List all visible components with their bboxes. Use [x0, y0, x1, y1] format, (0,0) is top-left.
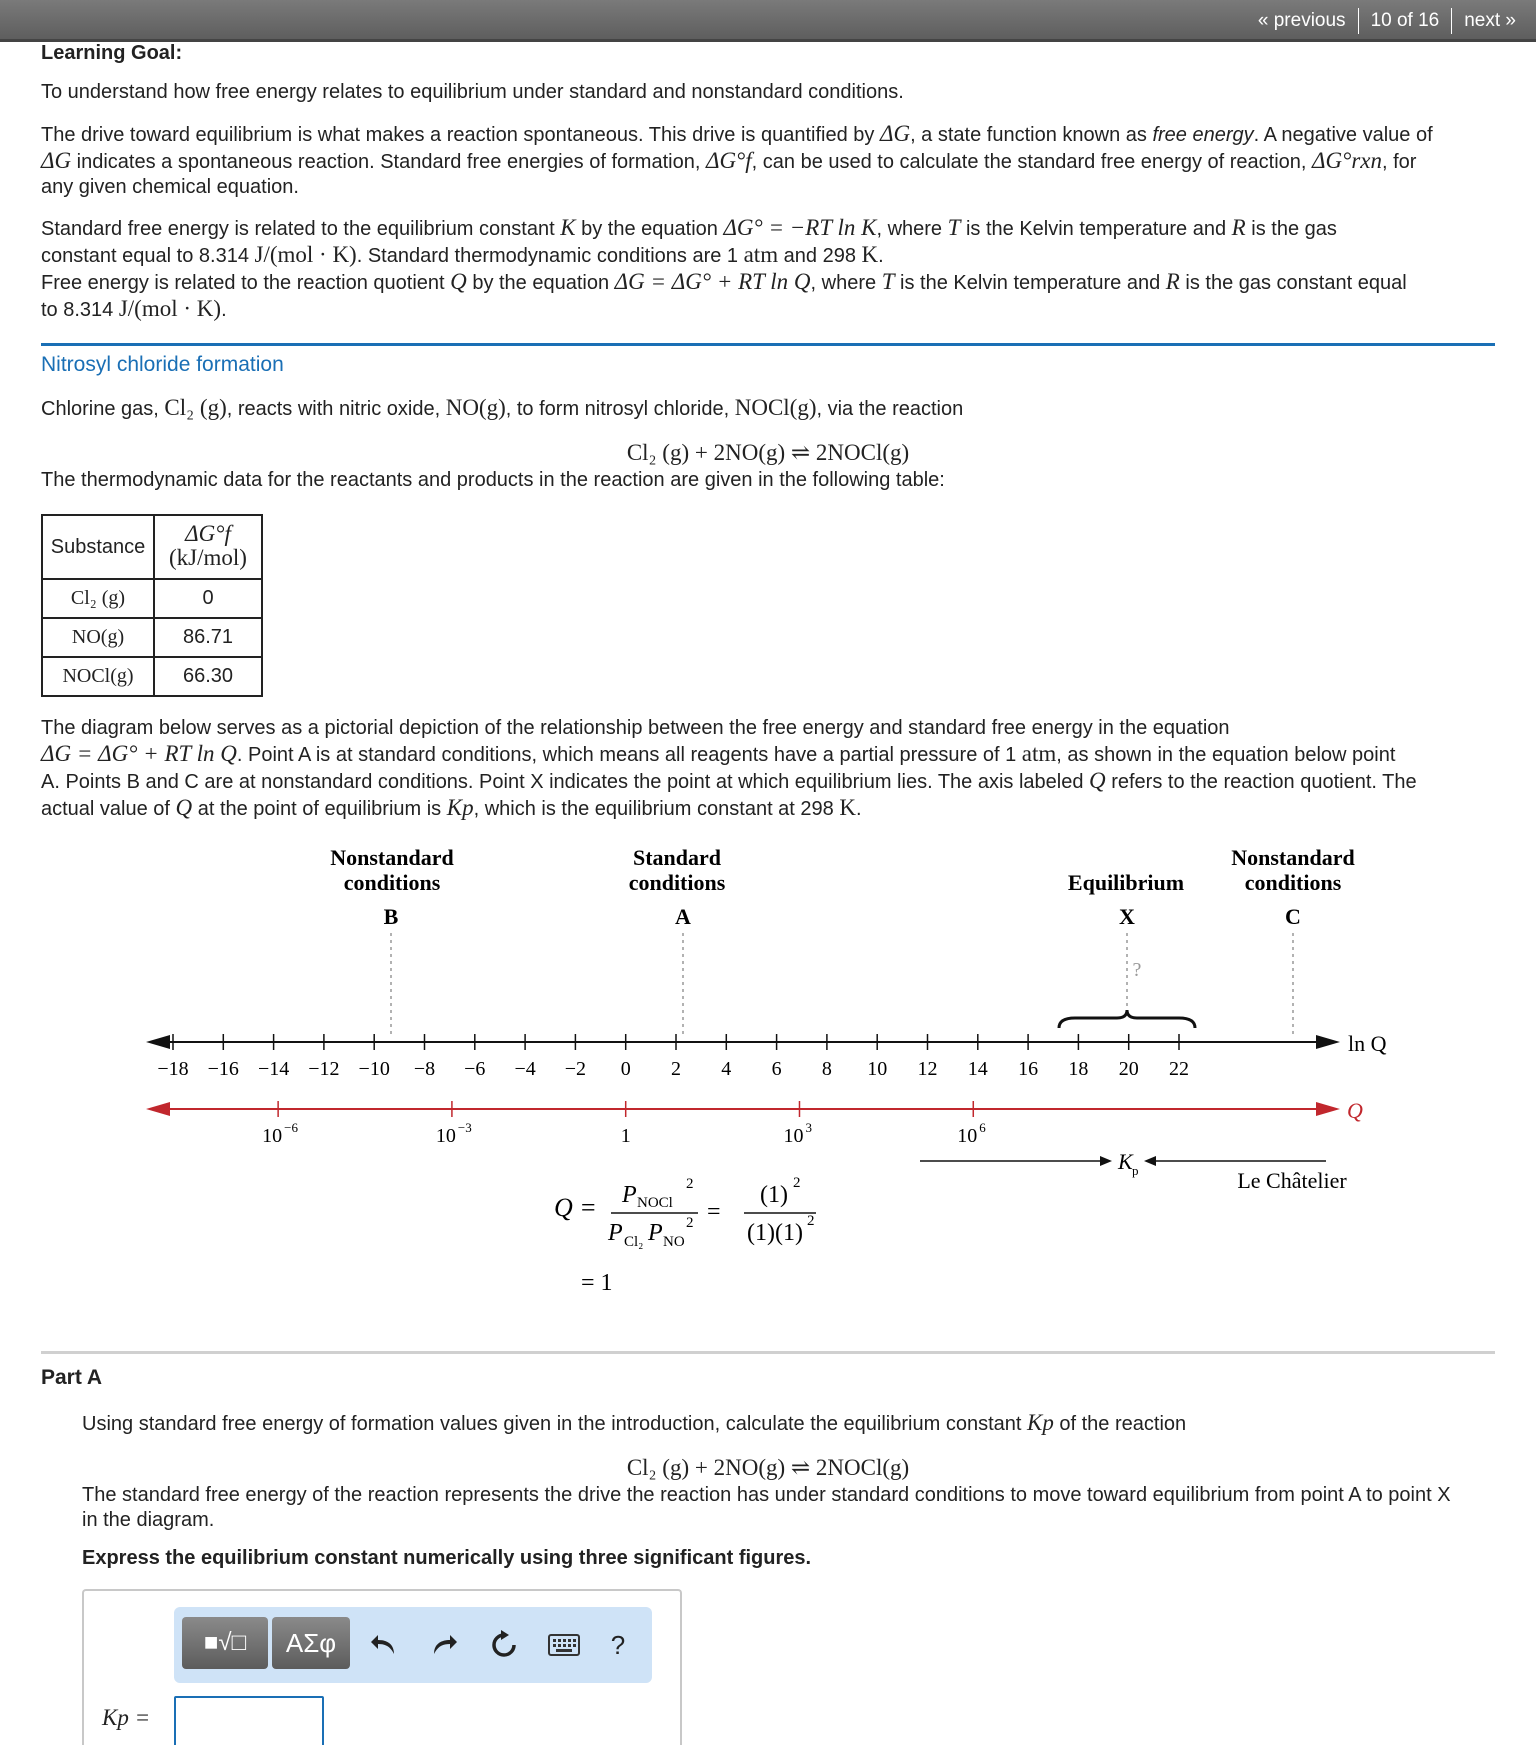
part-divider: [41, 1351, 1495, 1354]
text: Chlorine gas,: [41, 398, 165, 420]
text: The diagram below serves as a pictorial depiction of the relationship between the free energy and standard free energy in the equation: [41, 717, 1230, 739]
math-kelvin: K: [839, 795, 856, 820]
section-divider: [41, 343, 1495, 346]
text: indicates a spontaneous reaction. Standard free energies of formation,: [71, 151, 706, 173]
lnq-tick-label: 10: [867, 1058, 888, 1080]
table-header-row: [42, 515, 262, 579]
label-b-bottom: conditions: [343, 870, 441, 895]
kp-answer-input[interactable]: [174, 1696, 324, 1745]
math-unit: J/(mol · K): [254, 242, 357, 267]
goal-summary: To understand how free energy relates to equilibrium under standard and nonstandard conditions.: [41, 81, 904, 103]
denominator-ones: (1)(1): [747, 1220, 803, 1246]
header-substance: Substance: [42, 515, 154, 579]
math-atm: atm: [1021, 741, 1057, 766]
math-equation: ΔG = ΔG° + RT ln Q: [41, 741, 237, 766]
free-energy-term: free energy: [1152, 124, 1254, 146]
part-a-question: [82, 1410, 1502, 1437]
reset-icon[interactable]: [486, 1625, 522, 1665]
label-x-top: Equilibrium: [1067, 870, 1185, 895]
greek-symbols-button[interactable]: ΑΣφ: [272, 1617, 350, 1669]
math-delta-g: ΔG: [41, 148, 72, 173]
goal-paragraph-2: [41, 215, 1501, 323]
label-c-bottom: conditions: [1244, 870, 1342, 895]
p-cl2-sub: Cl₂: [624, 1234, 644, 1250]
p-nocl: P: [622, 1182, 637, 1208]
cell-value: 86.71: [154, 618, 262, 657]
cell-value: 66.30: [154, 657, 262, 696]
keyboard-icon[interactable]: [546, 1625, 582, 1665]
math-kp: Kp: [1026, 1410, 1054, 1435]
q-tick-label: 10: [957, 1125, 978, 1147]
text: at the point of equilibrium is: [192, 798, 447, 820]
text: The standard free energy of the reaction represents the drive the reaction has under standard conditions to move toward equilibrium from point A to point X: [82, 1484, 1451, 1506]
free-energy-diagram: [140, 840, 1400, 1310]
lnq-tick-label: −16: [207, 1058, 239, 1080]
kp-input-label: [102, 1702, 150, 1732]
p-nocl-sub: NOCl: [637, 1195, 673, 1211]
previous-link[interactable]: « previous: [1257, 10, 1346, 31]
text: , for: [1381, 151, 1417, 173]
math-r: R: [1231, 215, 1246, 240]
p-no-exp: 2: [686, 1215, 694, 1231]
text: .: [221, 299, 227, 321]
math-no: NO(g): [445, 395, 506, 420]
numerator-one: (1): [760, 1182, 788, 1208]
p-nocl-exp: 2: [686, 1176, 694, 1192]
numerator-exp: 2: [793, 1175, 801, 1191]
section-title: Nitrosyl chloride formation: [41, 353, 284, 376]
text: . A negative value of: [1253, 124, 1433, 146]
text: , which is the equilibrium constant at 298: [473, 798, 840, 820]
q-tick-exponent: −6: [284, 1120, 298, 1135]
math-q: Q: [450, 269, 467, 294]
top-bar: [0, 0, 1536, 42]
math-q: Q: [175, 795, 193, 820]
text: is the gas: [1245, 218, 1337, 240]
section-intro: [41, 395, 1501, 422]
label-x-question: ?: [1132, 959, 1142, 981]
lnq-tick-label: −10: [358, 1058, 390, 1080]
q-arrow-right: [1316, 1102, 1340, 1116]
math-delta-gf: ΔG°f: [705, 148, 752, 173]
lnq-arrow-left: [146, 1035, 170, 1049]
text: , as shown in the equation below point: [1056, 744, 1396, 766]
table-row: [42, 579, 262, 618]
text: Free energy is related to the reaction quotient: [41, 272, 451, 294]
part-a-reaction: Cl₂ (g) + 2NO(g) ⇌ 2NOCl(g): [626, 1455, 910, 1480]
lnq-tick-label: 18: [1068, 1058, 1089, 1080]
lnq-tick-label: −4: [514, 1058, 536, 1080]
math-unit: J/(mol · K): [118, 296, 222, 321]
text: .: [855, 798, 862, 820]
q-tick-exponent: 6: [979, 1120, 986, 1135]
text: . Point A is at standard conditions, which means all reagents have a partial pressure of 1: [236, 744, 1022, 766]
next-link[interactable]: next »: [1464, 10, 1516, 31]
lnq-tick-label: 22: [1169, 1058, 1189, 1080]
cell-value: 0: [154, 579, 262, 618]
text: . Standard thermodynamic conditions are 1: [356, 245, 744, 267]
lnq-arrow-right: [1316, 1035, 1340, 1049]
text: A. Points B and C are at nonstandard conditions. Point X indicates the point at which equilibrium lies. The axis labeled: [41, 771, 1090, 793]
redo-icon[interactable]: [426, 1625, 462, 1665]
lnq-tick-label: −6: [464, 1058, 486, 1080]
math-k: K: [560, 215, 576, 240]
label-a-bottom: conditions: [628, 870, 726, 895]
q-tick-label: 1: [620, 1125, 631, 1147]
diagram-paragraph: [41, 716, 1501, 822]
pagination: [1258, 8, 1516, 34]
text: constant equal to 8.314: [41, 245, 255, 267]
table-row: [42, 657, 262, 696]
math-kp: Kp: [446, 795, 474, 820]
text: , to form nitrosyl chloride,: [505, 398, 735, 420]
math-nocl: NOCl(g): [734, 395, 817, 420]
label-x: X: [1119, 904, 1135, 929]
header-unit: (kJ/mol): [169, 545, 247, 570]
p-no-sub: NO: [663, 1234, 685, 1250]
lnq-tick-label: −18: [157, 1058, 189, 1080]
text: , where: [810, 272, 882, 294]
text: , where: [876, 218, 948, 240]
q-equals: Q =: [554, 1193, 597, 1222]
lechatelier-label: Le Châtelier: [1237, 1168, 1347, 1193]
p-no: P: [648, 1220, 663, 1246]
math-toolbar: [174, 1607, 652, 1683]
label-a: A: [675, 904, 691, 929]
lnq-tick-label: 16: [1018, 1058, 1039, 1080]
kp-arrow-right-head: [1144, 1156, 1156, 1166]
text: actual value of: [41, 798, 176, 820]
q-arrow-left: [146, 1102, 170, 1116]
text: , a state function known as: [910, 124, 1153, 146]
text: The drive toward equilibrium is what makes a reaction spontaneous. This drive is quantified by: [41, 124, 880, 146]
label-b-top: Nonstandard: [330, 845, 454, 870]
text: is the Kelvin temperature and: [960, 218, 1232, 240]
math-t: T: [881, 269, 895, 294]
lnq-tick-label: −8: [413, 1058, 436, 1080]
help-button[interactable]: ?: [610, 1629, 626, 1660]
math-t: T: [947, 215, 961, 240]
math-r: R: [1165, 269, 1180, 294]
text: is the Kelvin temperature and: [894, 272, 1166, 294]
divider: [1358, 8, 1359, 34]
text: any given chemical equation.: [41, 176, 299, 198]
kp-label-text: Kp =: [102, 1705, 151, 1730]
lnq-tick-label: 20: [1118, 1058, 1139, 1080]
q-tick-exponent: 3: [805, 1120, 812, 1135]
divider: [1451, 8, 1452, 34]
text: in the diagram.: [82, 1509, 215, 1531]
page-position: 10 of 16: [1370, 10, 1440, 31]
thermo-table: [41, 514, 263, 697]
math-q: Q: [1089, 768, 1106, 793]
header-dgf-symbol: ΔG°f: [185, 521, 231, 546]
part-a-paragraph: [82, 1483, 1502, 1533]
templates-button[interactable]: ■√□: [182, 1617, 268, 1669]
q-tick-label: 10: [783, 1125, 804, 1147]
text: , via the reaction: [816, 398, 964, 420]
part-a-title: Part A: [41, 1366, 103, 1389]
kp-arrow-left-head: [1100, 1156, 1112, 1166]
table-intro: The thermodynamic data for the reactants and products in the reaction are given in the following table:: [41, 469, 945, 491]
header-dgf: [154, 515, 262, 579]
text: by the equation: [466, 272, 615, 294]
math-atm: atm: [743, 242, 779, 267]
kp-sub: p: [1132, 1163, 1139, 1178]
q-axis-label: Q: [1347, 1098, 1363, 1123]
p-cl2: P: [608, 1220, 623, 1246]
answer-box: [82, 1589, 682, 1745]
text: Using standard free energy of formation values given in the introduction, calculate the equilibrium constant: [82, 1413, 1027, 1435]
undo-icon[interactable]: [366, 1625, 402, 1665]
text: , reacts with nitric oxide,: [226, 398, 446, 420]
text: , can be used to calculate the standard free energy of reaction,: [751, 151, 1313, 173]
q-tick-exponent: −3: [457, 1120, 472, 1135]
math-cl2: Cl₂ (g): [164, 395, 227, 420]
q-tick-label: 10: [262, 1125, 283, 1147]
lnq-tick-label: −2: [564, 1058, 587, 1080]
goal-paragraph-1: [41, 121, 1501, 200]
text: by the equation: [575, 218, 724, 240]
lnq-tick-label: 14: [967, 1058, 988, 1080]
text: of the reaction: [1053, 1413, 1187, 1435]
math-delta-grxn: ΔG°rxn: [1312, 148, 1382, 173]
lnq-tick-label: 4: [721, 1058, 732, 1080]
learning-goal-title: Learning Goal:: [41, 42, 183, 64]
equilibrium-brace: [1059, 1010, 1195, 1028]
lnq-tick-label: 2: [671, 1058, 681, 1080]
lnq-tick-label: 12: [917, 1058, 938, 1080]
equals-one: = 1: [581, 1270, 613, 1296]
table-row: [42, 618, 262, 657]
label-c: C: [1285, 904, 1301, 929]
reaction-equation: Cl₂ (g) + 2NO(g) ⇌ 2NOCl(g): [626, 440, 910, 465]
cell-substance: NO(g): [42, 618, 154, 657]
text: refers to the reaction quotient. The: [1105, 771, 1417, 793]
kp-label: K: [1118, 1149, 1133, 1174]
text: Standard free energy is related to the equilibrium constant: [41, 218, 561, 240]
label-b: B: [383, 904, 399, 929]
text: .: [878, 245, 884, 267]
label-c-top: Nonstandard: [1231, 845, 1355, 870]
text: to 8.314: [41, 299, 119, 321]
cell-substance: NOCl(g): [42, 657, 154, 696]
part-a-instruction: Express the equilibrium constant numerically using three significant figures.: [82, 1547, 812, 1569]
text: is the gas constant equal: [1179, 272, 1407, 294]
cell-substance: Cl₂ (g): [42, 579, 154, 618]
lnq-axis-label: ln Q: [1348, 1031, 1387, 1056]
math-delta-g: ΔG: [879, 121, 911, 146]
denominator-exp: 2: [807, 1213, 815, 1229]
label-a-top: Standard: [632, 845, 722, 870]
lnq-tick-label: −12: [308, 1058, 340, 1080]
lnq-tick-label: 0: [620, 1058, 631, 1080]
math-equation: ΔG = ΔG° + RT ln Q: [614, 269, 811, 294]
equals-sign: =: [707, 1199, 721, 1225]
text: and 298: [778, 245, 862, 267]
math-equation: ΔG° = −RT ln K: [723, 215, 877, 240]
q-tick-label: 10: [435, 1125, 456, 1147]
lnq-tick-label: −14: [257, 1058, 290, 1080]
lnq-tick-label: 6: [771, 1058, 782, 1080]
lnq-tick-label: 8: [821, 1058, 832, 1080]
math-kelvin: K: [861, 242, 879, 267]
